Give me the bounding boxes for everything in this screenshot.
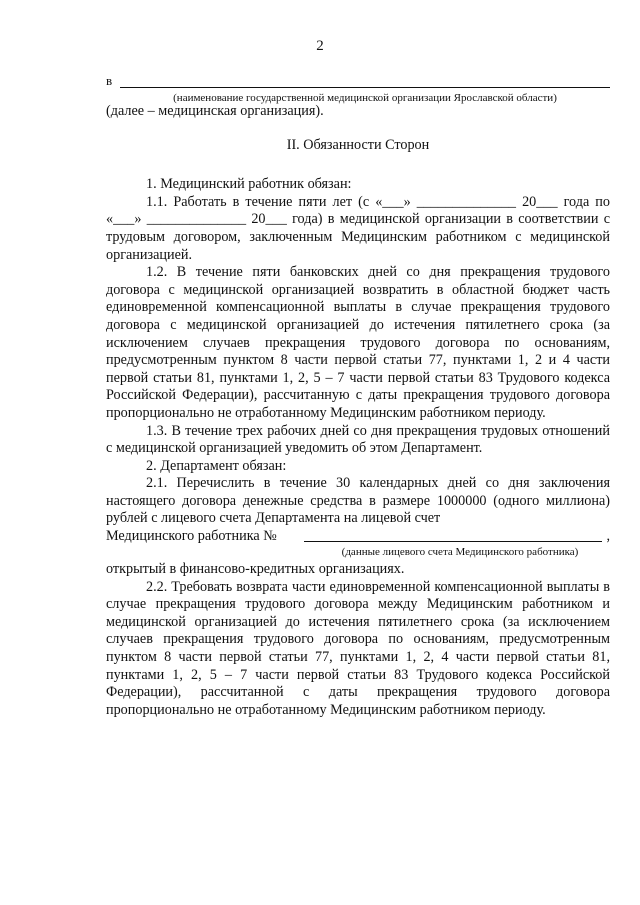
account-comma: , [606, 528, 610, 545]
paragraph-1-2: 1.2. В течение пяти банковских дней со дня прекращения трудового договора с медицинской организацией возвратить в областной бюджет часть единовременной компенсационной выплаты в случае прекращения трудового договора с медицинской организацией до истечения пятилетнего срока (за исключением случаев прекращения трудового договора по основаниям, предусмотренным пунктом 8 части первой статьи 77, пунктами 1, 2 и 4 части первой статьи 81, пунктами 1, 2, 5 – 7 части первой статьи 83 Трудового кодекса Российской Федерации), рассчитанную с даты прекращения трудового договора пропорционально не отработанному Медицинским работником периоду. [106, 264, 610, 421]
paragraph-1-1: 1.1. Работать в течение пяти лет (с «___» ______________ 20___ года по «___» ______________ 20___ года) в медицинской организации в соответствии с трудовым договором, заключенным Медицинским работником с медицинской организацией. [106, 193, 610, 263]
account-underline [304, 541, 602, 542]
document-body [106, 103, 610, 719]
section-title: II. Обязанности Сторон [286, 136, 430, 153]
paragraph-2: 2. Департамент обязан: [146, 457, 287, 474]
paragraph-2-2: 2.2. Требовать возврата части единовременной компенсационной выплаты в случае прекращения трудового договора между Медицинским работником и медицинской организацией до истечения пятилетнего срока (за исключением случаев прекращения трудового договора по основаниям, предусмотренным пунктом 8 части первой статьи 77, пунктами 1, 2, 4 части первой статьи 81, пунктами 1, 2, 5 – 7 части первой статьи 83 Трудового кодекса Российской Федерации), рассчитанной с даты прекращения трудового договора пропорционально не отработанному Медицинским работником периоду. [106, 578, 610, 718]
paragraph-2-1: 2.1. Перечислить в течение 30 календарных дней со дня заключения настоящего договора денежные средства в размере 1000000 (одного миллиона) рублей с лицевого счета Департамента на лицевой счет [106, 475, 610, 527]
paragraph-1: 1. Медицинский работник обязан: [146, 176, 352, 193]
account-caption: (данные лицевого счета Медицинского работника) [341, 546, 579, 559]
organization-line [106, 73, 610, 91]
paragraph-1-3: 1.3. В течение трех рабочих дней со дня прекращения трудовых отношений с медицинской организацией уведомить об этом Департамент. [106, 422, 610, 457]
page-number: 2 [316, 38, 324, 54]
account-prefix: Медицинского работника № [106, 528, 277, 545]
organization-prefix: в [106, 73, 113, 88]
organization-underline [120, 87, 610, 88]
account-number-field [106, 528, 610, 546]
organization-caption: (наименование государственной медицинской организации Ярославской области) [173, 92, 557, 104]
organization-name-field [106, 73, 610, 104]
after-organization-text: (далее – медицинская организация). [106, 103, 324, 119]
paragraph-2-1-tail: открытый в финансово-кредитных организациях. [106, 561, 405, 578]
